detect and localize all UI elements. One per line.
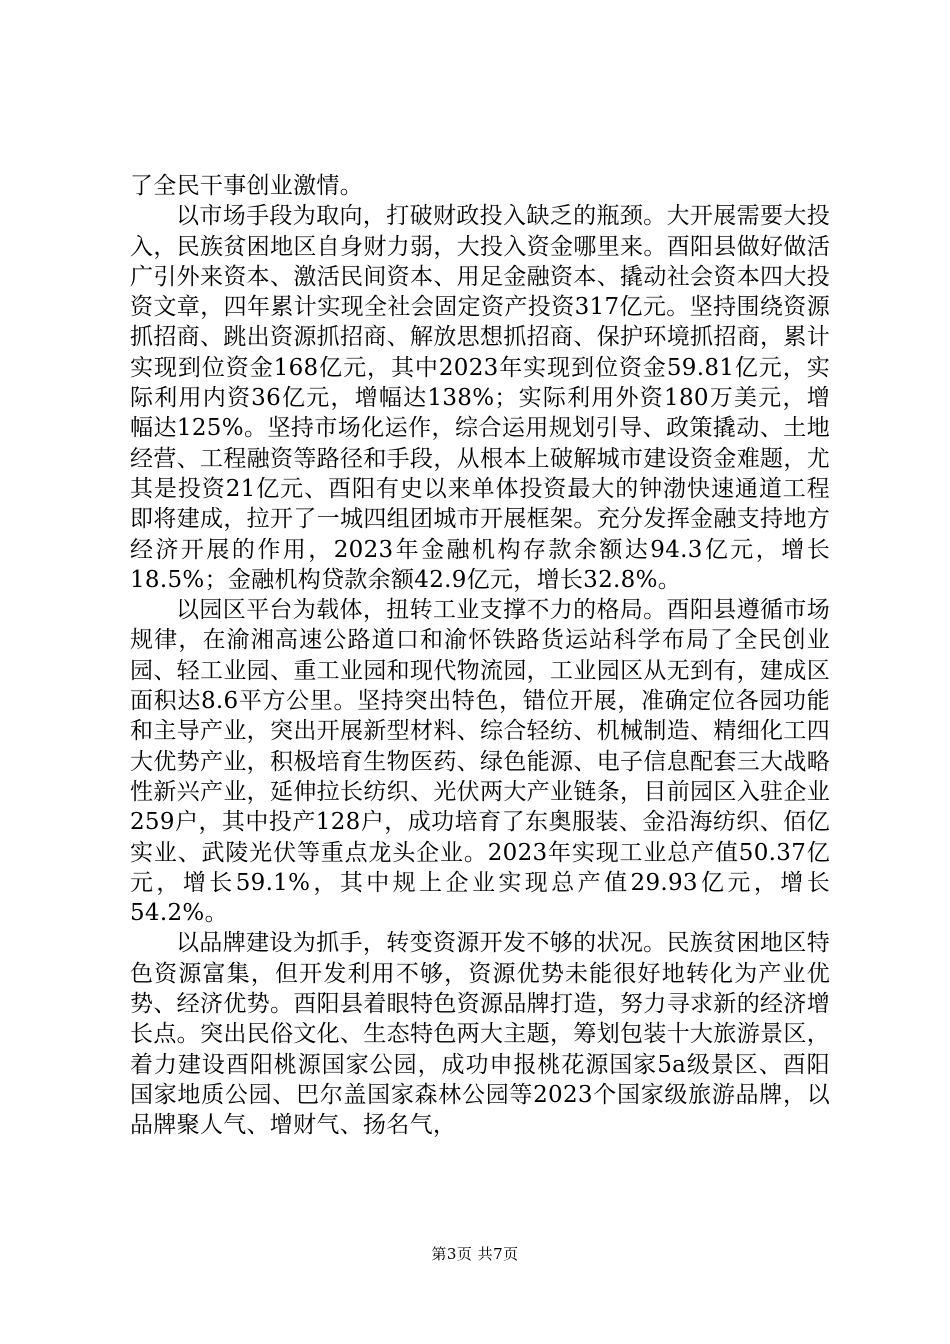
- paragraph-market-investment: 以市场手段为取向，打破财政投入缺乏的瓶颈。大开展需要大投入，民族贫困地区自身财力弱，大投入资金哪里来。酉阳县做好做活广引外来资本、激活民间资本、用足金融资本、撬动社会资本四大投资文章，四年累计实现全社会固定资产投资317亿元。坚持围绕资源抓招商、跳出资源抓招商、解放思想抓招商、保护环境抓招商，累计实现到位资金168亿元，其中2023年实现到位资金59.81亿元，实际利用内资36亿元，增幅达138%；实际利用外资180万美元，增幅达125%。坚持市场化运作，综合运用规划引导、政策撬动、土地经营、工程融资等路径和手段，从根本上破解城市建设资金难题，尤其是投资21亿元、酉阳有史以来单体投资最大的钟渤快速通道工程即将建成，拉开了一城四组团城市开展框架。充分发挥金融支持地方经济开展的作用，2023年金融机构存款余额达94.3亿元，增长18.5%；金融机构贷款余额42.9亿元，增长32.8%。: [130, 203, 830, 593]
- paragraph-industrial-park: 以园区平台为载体，扭转工业支撑不力的格局。酉阳县遵循市场规律，在渝湘高速公路道口和渝怀铁路货运站科学布局了全民创业园、轻工业园、重工业园和现代物流园，工业园区从无到有，建成区面积达8.6平方公里。坚持突出特色，错位开展，准确定位各园功能和主导产业，突出开展新型材料、综合轻纺、机械制造、精细化工四大优势产业，积极培育生物医药、绿色能源、电子信息配套三大战略性新兴产业，延伸拉长纺织、光伏两大产业链条，目前园区入驻企业259户，其中投产128户，成功培育了东奥服装、金沿海纺织、佰亿实业、武陵光伏等重点龙头企业。2023年实现工业总产值50.37亿元，增长59.1%，其中规上企业实现总产值29.93亿元，增长54.2%。: [130, 597, 830, 927]
- page-footer: [0, 1244, 950, 1264]
- page-number: 第3页 共7页: [431, 1245, 519, 1263]
- paragraph-continuation: 了全民干事创业激情。: [130, 173, 363, 199]
- body-text: [130, 171, 830, 1141]
- paragraph-brand-building: 以品牌建设为抓手，转变资源开发不够的状况。民族贫困地区特色资源富集，但开发利用不够，资源优势未能很好地转化为产业优势、经济优势。酉阳县着眼特色资源品牌打造，努力寻求新的经济增长点。突出民俗文化、生态特色两大主题，筹划包装十大旅游景区，着力建设酉阳桃源国家公园，成功申报桃花源国家5a级景区、酉阳国家地质公园、巴尔盖国家森林公园等2023个国家级旅游品牌，以品牌聚人气、增财气、扬名气，: [130, 930, 830, 1139]
